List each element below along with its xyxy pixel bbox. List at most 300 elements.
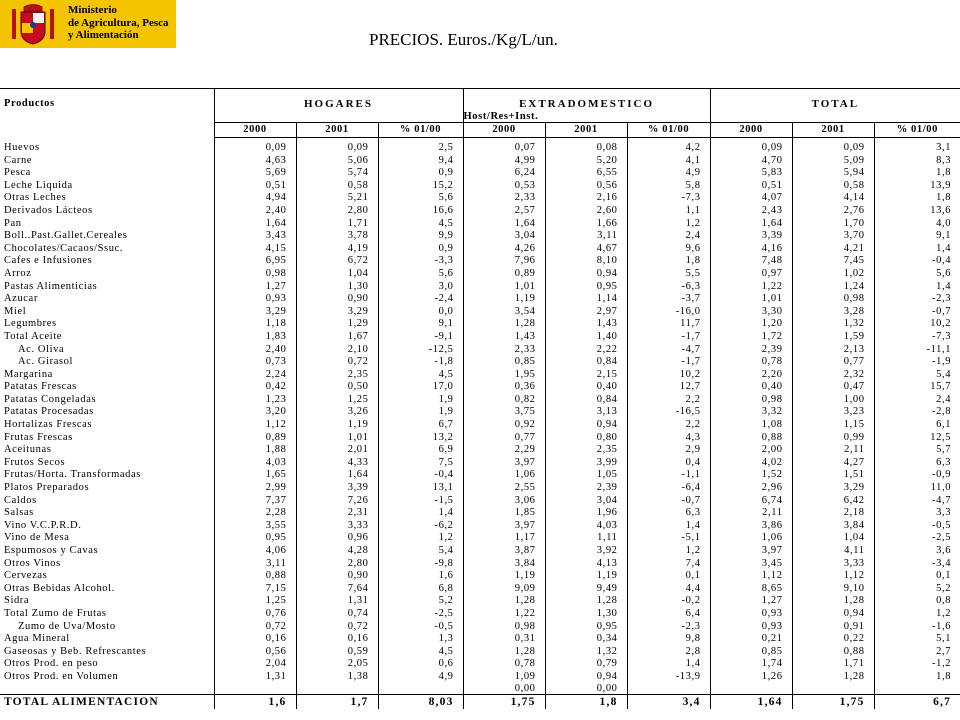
table-cell: 0,07 [463, 142, 545, 155]
table-cell: 12,7 [627, 381, 710, 394]
product-name: Otras Leches [0, 192, 214, 205]
table-cell: 2,7 [936, 645, 952, 657]
table-cell: 7,45 [792, 255, 874, 268]
table-cell: 0,95 [545, 281, 627, 294]
table-cell: 3,39 [296, 482, 378, 495]
table-cell: 2,01 [296, 444, 378, 457]
table-cell: 2,33 [463, 344, 545, 357]
table-cell: 3,97 [710, 545, 792, 558]
table-cell: 0,40 [710, 381, 792, 394]
product-name: Ac. Girasol [0, 356, 214, 369]
table-cell: 5,94 [792, 167, 874, 180]
table-cell: 1,26 [710, 671, 792, 684]
product-name: Leche Liquida [0, 180, 214, 193]
table-cell: 10,2 [930, 318, 952, 330]
coat-of-arms-icon [12, 3, 54, 45]
table-row [0, 558, 960, 571]
table-cell: 1,19 [296, 419, 378, 432]
table-cell: 1,43 [463, 331, 545, 344]
table-cell: 6,55 [545, 167, 627, 180]
table-cell: 1,23 [214, 394, 296, 407]
table-cell: 2,20 [710, 369, 792, 382]
table-cell: 13,2 [378, 432, 463, 445]
table-cell: 0,42 [214, 381, 296, 394]
table-cell: -5,1 [627, 532, 710, 545]
table-row [0, 218, 960, 231]
table-cell: 0,78 [463, 658, 545, 671]
table-cell: 1,06 [463, 469, 545, 482]
table-cell: 2,5 [378, 142, 463, 155]
table-cell: -2,4 [378, 293, 463, 306]
table-cell: 1,9 [378, 394, 463, 407]
ministry-line-1: Ministerio [68, 4, 117, 16]
table-cell: 4,15 [214, 243, 296, 256]
table-cell: 1,02 [792, 268, 874, 281]
table-cell: 0,51 [214, 180, 296, 193]
table-cell: 13,6 [930, 204, 952, 216]
table-cell: 2,31 [296, 507, 378, 520]
table-cell: 3,6 [936, 545, 952, 556]
table-cell: 1,71 [296, 218, 378, 231]
table-cell: 1,4 [378, 507, 463, 520]
table-cell: 9,1 [936, 230, 952, 242]
table-cell: 4,16 [710, 243, 792, 256]
table-cell: 1,70 [792, 218, 874, 231]
table-cell: 0,00 [545, 684, 627, 695]
table-cell: 1,28 [792, 671, 874, 684]
product-name: Miel [0, 306, 214, 319]
table-cell: 9,1 [378, 318, 463, 331]
table-cell: 1,20 [710, 318, 792, 331]
table-cell: 2,40 [214, 205, 296, 218]
table-cell: 1,25 [214, 595, 296, 608]
table-cell: 0,84 [545, 356, 627, 369]
table-cell: 2,00 [710, 444, 792, 457]
table-cell: 4,70 [710, 155, 792, 168]
table-cell: 1,74 [710, 658, 792, 671]
product-name: Legumbres [0, 318, 214, 331]
table-row [0, 293, 960, 306]
product-name: Chocolates/Cacaos/Ssuc. [0, 243, 214, 256]
table-cell: 7,5 [378, 457, 463, 470]
change-header: % 01/00 [627, 123, 710, 138]
table-cell: 0,79 [545, 658, 627, 671]
table-cell: 4,13 [545, 558, 627, 571]
table-cell: 0,22 [792, 633, 874, 646]
table-cell: 2,2 [627, 419, 710, 432]
table-cell: 0,9 [378, 243, 463, 256]
table-cell: 0,82 [463, 394, 545, 407]
table-cell: 9,09 [463, 583, 545, 596]
table-cell: 1,96 [545, 507, 627, 520]
product-name: Carne [0, 155, 214, 168]
table-cell: 0,1 [627, 570, 710, 583]
table-cell: 4,03 [214, 457, 296, 470]
table-cell: 5,69 [214, 167, 296, 180]
table-row [0, 419, 960, 432]
table-cell: 6,4 [627, 608, 710, 621]
table-cell: 1,4 [627, 520, 710, 533]
product-name: Cafes e Infusiones [0, 255, 214, 268]
table-cell: 1,2 [936, 607, 952, 619]
table-cell: -0,4 [932, 255, 952, 267]
table-cell: 2,04 [214, 658, 296, 671]
table-cell: 1,14 [545, 293, 627, 306]
product-name: Otras Bebidas Alcohol. [0, 583, 214, 596]
table-cell: -2,5 [378, 608, 463, 621]
table-cell: 2,35 [296, 369, 378, 382]
table-cell: 1,8 [936, 167, 952, 179]
table-row [0, 180, 960, 193]
table-cell: 3,45 [710, 558, 792, 571]
table-cell: 1,09 [463, 671, 545, 684]
table-cell: 1,19 [463, 570, 545, 583]
table-cell: 0,93 [710, 621, 792, 634]
product-column-header: Productos [0, 89, 214, 111]
table-cell: 3,11 [545, 230, 627, 243]
table-cell: 2,39 [710, 344, 792, 357]
table-cell: 6,95 [214, 255, 296, 268]
table-row [0, 344, 960, 357]
table-cell: -2,3 [627, 621, 710, 634]
table-cell: 7,15 [214, 583, 296, 596]
table-cell: 2,15 [545, 369, 627, 382]
table-cell: 4,07 [710, 192, 792, 205]
table-row [0, 318, 960, 331]
table-cell: 4,03 [545, 520, 627, 533]
product-name: Otros Prod. en peso [0, 658, 214, 671]
table-cell: 1,59 [792, 331, 874, 344]
table-body [0, 142, 960, 684]
table-cell: 1,32 [545, 646, 627, 659]
table-cell: -16,0 [627, 306, 710, 319]
table-cell: 0,56 [214, 646, 296, 659]
table-cell: 0,77 [792, 356, 874, 369]
table-row [0, 281, 960, 294]
table-cell: 0,99 [792, 432, 874, 445]
extra-row [0, 684, 960, 695]
table-cell: 2,29 [463, 444, 545, 457]
table-cell: 1,11 [545, 532, 627, 545]
product-name: Pesca [0, 167, 214, 180]
table-row [0, 633, 960, 646]
table-cell: 1,4 [936, 242, 952, 254]
table-cell: -4,7 [932, 494, 952, 506]
table-cell: -4,7 [627, 344, 710, 357]
table-cell: 1,83 [214, 331, 296, 344]
table-row [0, 532, 960, 545]
table-row [0, 495, 960, 508]
table-cell: 2,28 [214, 507, 296, 520]
table-cell: 4,19 [296, 243, 378, 256]
table-cell: 0,90 [296, 570, 378, 583]
table-cell: 5,8 [627, 180, 710, 193]
table-cell: 5,4 [378, 545, 463, 558]
table-cell: -12,5 [378, 344, 463, 357]
table-cell: -0,5 [378, 621, 463, 634]
table-cell: 0,95 [545, 621, 627, 634]
table-cell: 1,22 [463, 608, 545, 621]
table-cell: 2,80 [296, 558, 378, 571]
table-cell: 5,09 [792, 155, 874, 168]
table-cell: 1,15 [792, 419, 874, 432]
table-cell: 7,96 [463, 255, 545, 268]
table-cell: 1,04 [296, 268, 378, 281]
table-cell: 2,11 [710, 507, 792, 520]
table-cell: 1,64 [710, 218, 792, 231]
table-cell: -6,4 [627, 482, 710, 495]
ministry-line-2: de Agricultura, Pesca [68, 16, 169, 29]
table-cell: 3,97 [463, 520, 545, 533]
table-cell: 5,6 [378, 268, 463, 281]
table-cell: -1,9 [932, 356, 952, 368]
table-cell: 0,94 [545, 268, 627, 281]
table-cell: 1,71 [792, 658, 874, 671]
table-cell: 4,9 [378, 671, 463, 684]
table-cell: 3,20 [214, 406, 296, 419]
product-name: Cervezas [0, 570, 214, 583]
product-name: Espumosos y Cavas [0, 545, 214, 558]
table-cell: 3,29 [214, 306, 296, 319]
table-cell: 0,93 [710, 608, 792, 621]
table-cell: 0,91 [792, 621, 874, 634]
table-cell: 6,3 [936, 456, 952, 468]
table-cell: 0,72 [214, 621, 296, 634]
table-cell: -0,7 [932, 305, 952, 317]
year-header: 2000 [214, 123, 296, 138]
table-cell: 0,1 [936, 570, 952, 582]
table-cell: 7,26 [296, 495, 378, 508]
table-cell: 0,31 [463, 633, 545, 646]
table-cell: 2,18 [792, 507, 874, 520]
table-cell: 4,63 [214, 155, 296, 168]
table-cell: 0,78 [710, 356, 792, 369]
table-cell: 8,3 [936, 154, 952, 166]
table-row [0, 621, 960, 634]
product-name: Aceitunas [0, 444, 214, 457]
table-cell: 1,65 [214, 469, 296, 482]
table-cell: 3,97 [463, 457, 545, 470]
table-cell: 2,4 [936, 393, 952, 405]
product-name: Frutas Frescas [0, 432, 214, 445]
table-cell: 0,40 [545, 381, 627, 394]
table-cell: 1,72 [710, 331, 792, 344]
table-cell: 1,28 [463, 318, 545, 331]
table-cell: 1,32 [792, 318, 874, 331]
table-cell: 1,64 [463, 218, 545, 231]
year-header: 2001 [792, 123, 874, 138]
table-cell: -16,5 [627, 406, 710, 419]
table-cell: 2,10 [296, 344, 378, 357]
table-cell: 1,2 [627, 545, 710, 558]
table-cell: 6,7 [378, 419, 463, 432]
table-cell: 0,58 [792, 180, 874, 193]
table-cell: -9,8 [378, 558, 463, 571]
table-cell: 0,09 [214, 142, 296, 155]
group-subheader-extradomestico: Host/Res+Inst. [463, 111, 710, 123]
table-cell: 11,7 [627, 318, 710, 331]
table-cell: 1,01 [710, 293, 792, 306]
table-cell: 1,8 [936, 192, 952, 204]
product-name: Patatas Congeladas [0, 394, 214, 407]
table-cell: 3,28 [792, 306, 874, 319]
table-cell: 4,3 [627, 432, 710, 445]
table-cell: 1,27 [710, 595, 792, 608]
table-row [0, 608, 960, 621]
table-cell: 8,10 [545, 255, 627, 268]
table-cell: 0,09 [792, 142, 874, 155]
product-name: Gaseosas y Beb. Refrescantes [0, 646, 214, 659]
table-row [0, 595, 960, 608]
table-cell: 0,76 [214, 608, 296, 621]
table-row [0, 167, 960, 180]
table-cell: 1,52 [710, 469, 792, 482]
table-row [0, 457, 960, 470]
table-cell: 3,1 [936, 142, 952, 153]
table-cell: 1,28 [792, 595, 874, 608]
table-cell: 0,84 [545, 394, 627, 407]
total-row [0, 694, 960, 709]
table-cell: 5,6 [936, 267, 952, 279]
product-name: Platos Preparados [0, 482, 214, 495]
table-cell: 2,16 [545, 192, 627, 205]
table-cell: 2,9 [627, 444, 710, 457]
table-cell: 5,5 [627, 268, 710, 281]
group-header-extradomestico: EXTRADOMESTICO [463, 89, 710, 111]
table-cell: 1,67 [296, 331, 378, 344]
table-cell: 0,50 [296, 381, 378, 394]
table-cell: 1,7 [296, 694, 378, 709]
table-cell: 7,4 [627, 558, 710, 571]
table-cell: 0,88 [792, 646, 874, 659]
table-cell: 3,43 [214, 230, 296, 243]
table-cell: 1,75 [792, 694, 874, 709]
table-cell: 0,09 [296, 142, 378, 155]
table-cell: 1,28 [463, 646, 545, 659]
table-cell: 1,88 [214, 444, 296, 457]
table-cell: 0,6 [378, 658, 463, 671]
table-cell: 2,2 [627, 394, 710, 407]
table-row [0, 507, 960, 520]
table-cell: 15,7 [930, 381, 952, 393]
table-cell: 17,0 [378, 381, 463, 394]
table-cell: -2,3 [932, 293, 952, 305]
table-cell: 0,34 [545, 633, 627, 646]
table-cell: 1,6 [378, 570, 463, 583]
table-cell: 1,19 [463, 293, 545, 306]
table-cell: 2,55 [463, 482, 545, 495]
table-cell: 0,90 [296, 293, 378, 306]
table-row [0, 520, 960, 533]
product-name: Arroz [0, 268, 214, 281]
product-name: Ac. Oliva [0, 344, 214, 357]
table-cell: 0,98 [214, 268, 296, 281]
ministry-name [68, 4, 169, 42]
product-name: Patatas Procesadas [0, 406, 214, 419]
table-cell: 3,32 [710, 406, 792, 419]
table-cell: 0,09 [710, 142, 792, 155]
table-cell: 4,2 [627, 142, 710, 155]
table-cell: 7,48 [710, 255, 792, 268]
table-cell: 1,31 [296, 595, 378, 608]
table-cell: 0,16 [296, 633, 378, 646]
year-header: 2001 [545, 123, 627, 138]
table-cell: 2,32 [792, 369, 874, 382]
table-cell: 1,17 [463, 532, 545, 545]
table-cell: 1,27 [214, 281, 296, 294]
table-row [0, 469, 960, 482]
table-row [0, 646, 960, 659]
product-name: Frutos Secos [0, 457, 214, 470]
product-name: Pastas Alimenticias [0, 281, 214, 294]
table-cell: 0,73 [214, 356, 296, 369]
table-cell: 4,06 [214, 545, 296, 558]
table-cell: -7,3 [627, 192, 710, 205]
table-cell: 9,10 [792, 583, 874, 596]
table-cell: 2,80 [296, 205, 378, 218]
table-cell: -1,7 [627, 356, 710, 369]
table-cell: 0,85 [710, 646, 792, 659]
table-cell: 3,84 [792, 520, 874, 533]
table-cell: -2,8 [932, 406, 952, 418]
table-cell: 0,80 [545, 432, 627, 445]
table-cell: 0,92 [463, 419, 545, 432]
product-name: Boll..Past.Gallet.Cereales [0, 230, 214, 243]
table-cell: 9,9 [378, 230, 463, 243]
table-cell: 0,16 [214, 633, 296, 646]
table-cell: 1,8 [936, 670, 952, 682]
table-cell: 0,9 [378, 167, 463, 180]
table-cell: 5,20 [545, 155, 627, 168]
table-row [0, 583, 960, 596]
table-cell: 2,33 [463, 192, 545, 205]
product-name: Caldos [0, 495, 214, 508]
table-cell: 5,2 [936, 582, 952, 594]
table-cell: 9,6 [627, 243, 710, 256]
table-cell: 1,06 [710, 532, 792, 545]
product-name: Vino de Mesa [0, 532, 214, 545]
table-cell: 2,76 [792, 205, 874, 218]
table-cell: 1,64 [296, 469, 378, 482]
table-row [0, 381, 960, 394]
table-cell: 7,64 [296, 583, 378, 596]
table-cell: 3,99 [545, 457, 627, 470]
table-cell: 0,88 [710, 432, 792, 445]
table-cell: -1,8 [378, 356, 463, 369]
table-cell: 7,37 [214, 495, 296, 508]
product-name: Total Zumo de Frutas [0, 608, 214, 621]
table-cell: 3,78 [296, 230, 378, 243]
table-cell: -13,9 [627, 671, 710, 684]
table-cell: 5,6 [378, 192, 463, 205]
table-cell: 1,2 [627, 218, 710, 231]
product-name: Otros Vinos [0, 558, 214, 571]
table-cell: 1,85 [463, 507, 545, 520]
table-cell: 1,31 [214, 671, 296, 684]
table-cell: 4,99 [463, 155, 545, 168]
table-cell: 0,98 [710, 394, 792, 407]
table-cell: 2,24 [214, 369, 296, 382]
table-cell: 0,93 [214, 293, 296, 306]
table-cell: 1,01 [296, 432, 378, 445]
year-header: 2000 [710, 123, 792, 138]
table-cell: 11,0 [930, 482, 952, 494]
table-cell: 4,21 [792, 243, 874, 256]
table-cell: 0,98 [463, 621, 545, 634]
table-cell: -6,3 [627, 281, 710, 294]
table-cell: 6,3 [627, 507, 710, 520]
table-cell: 2,43 [710, 205, 792, 218]
